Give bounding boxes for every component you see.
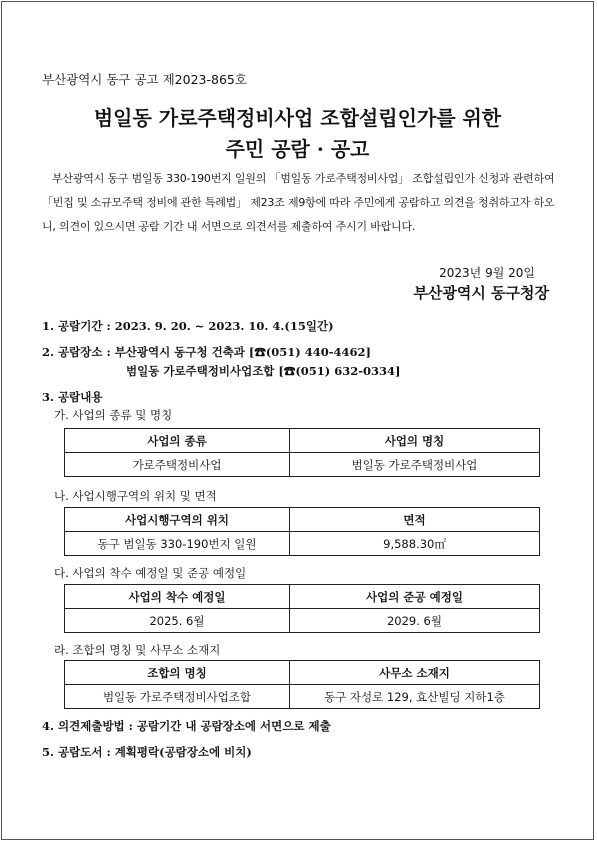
table-row xyxy=(65,609,540,633)
header-cell: 사무소 소재지 xyxy=(290,661,540,685)
table-row xyxy=(65,532,540,556)
table-header-row xyxy=(65,661,540,685)
section-label-d: 라. 조합의 명칭 및 사무소 소재지 xyxy=(54,643,221,657)
item-content: 3. 공람내용 xyxy=(42,390,103,404)
table-cell: 2025. 6월 xyxy=(65,609,290,633)
title-line-1: 범일동 가로주택정비사업 조합설립인가를 위한 xyxy=(93,106,502,130)
table-row xyxy=(65,685,540,709)
notice-page xyxy=(1,1,594,840)
item-method: 4. 의견제출방법 : 공람기간 내 공람장소에 서면으로 제출 xyxy=(42,719,331,733)
table-cell: 가로주택정비사업 xyxy=(65,453,290,477)
table-header-row xyxy=(65,508,540,532)
header-cell: 사업의 종류 xyxy=(65,429,290,453)
table-cell: 동구 범일동 330-190번지 일원 xyxy=(65,532,290,556)
table-business-type xyxy=(64,428,540,477)
item-docs: 5. 공람도서 : 계획평락(공람장소에 비치) xyxy=(42,745,252,759)
table-cell: 동구 자성로 129, 효산빌딩 지하1층 xyxy=(290,685,540,709)
header-cell: 사업의 명칭 xyxy=(290,429,540,453)
table-cell: 범일동 가로주택정비사업조합 xyxy=(65,685,290,709)
intro-paragraph: 부산광역시 동구 범일동 330-190번지 일원의 「범일동 가로주택정비사업」 조합설립인가 신청과 관련하여 「빈집 및 소규모주택 정비에 관한 특례법」 제23조 제9항에 따라 주민에게 공람하고 의견을 청취하고자 하오니, 의견이 있으시면 공람 기간 내 서면으로 의견서를 제출하여 주시기 바랍니다. xyxy=(42,172,555,233)
table-cell: 범일동 가로주택정비사업 xyxy=(290,453,540,477)
table-row xyxy=(65,453,540,477)
notice-date: 2023년 9월 20일 xyxy=(439,266,535,280)
header-cell: 사업의 착수 예정일 xyxy=(65,585,290,609)
table-header-row xyxy=(65,429,540,453)
item-place-line-1: 2. 공람장소 : 부산광역시 동구청 건축과 [☎(051) 440-4462] xyxy=(42,345,371,359)
issuer: 부산광역시 동구청장 xyxy=(413,284,549,302)
table-cell: 2029. 6월 xyxy=(290,609,540,633)
table-header-row xyxy=(65,585,540,609)
notice-number: 부산광역시 동구 공고 제2023-865호 xyxy=(42,72,247,87)
item-place-line-2: 범일동 가로주택정비사업조합 [☎(051) 632-0334] xyxy=(126,364,401,378)
section-label-a: 가. 사업의 종류 및 명칭 xyxy=(54,408,173,422)
title-line-2: 주민 공람 · 공고 xyxy=(225,137,370,161)
item-period: 1. 공람기간 : 2023. 9. 20. ~ 2023. 10. 4.(15일간) xyxy=(42,319,334,333)
table-location-area xyxy=(64,507,540,556)
section-label-b: 나. 사업시행구역의 위치 및 면적 xyxy=(54,489,217,503)
table-union-office xyxy=(64,660,540,709)
table-schedule xyxy=(64,584,540,633)
header-cell: 사업의 준공 예정일 xyxy=(290,585,540,609)
header-cell: 사업시행구역의 위치 xyxy=(65,508,290,532)
header-cell: 면적 xyxy=(290,508,540,532)
table-cell: 9,588.30㎡ xyxy=(290,532,540,556)
header-cell: 조합의 명칭 xyxy=(65,661,290,685)
section-label-c: 다. 사업의 착수 예정일 및 준공 예정일 xyxy=(54,566,247,580)
